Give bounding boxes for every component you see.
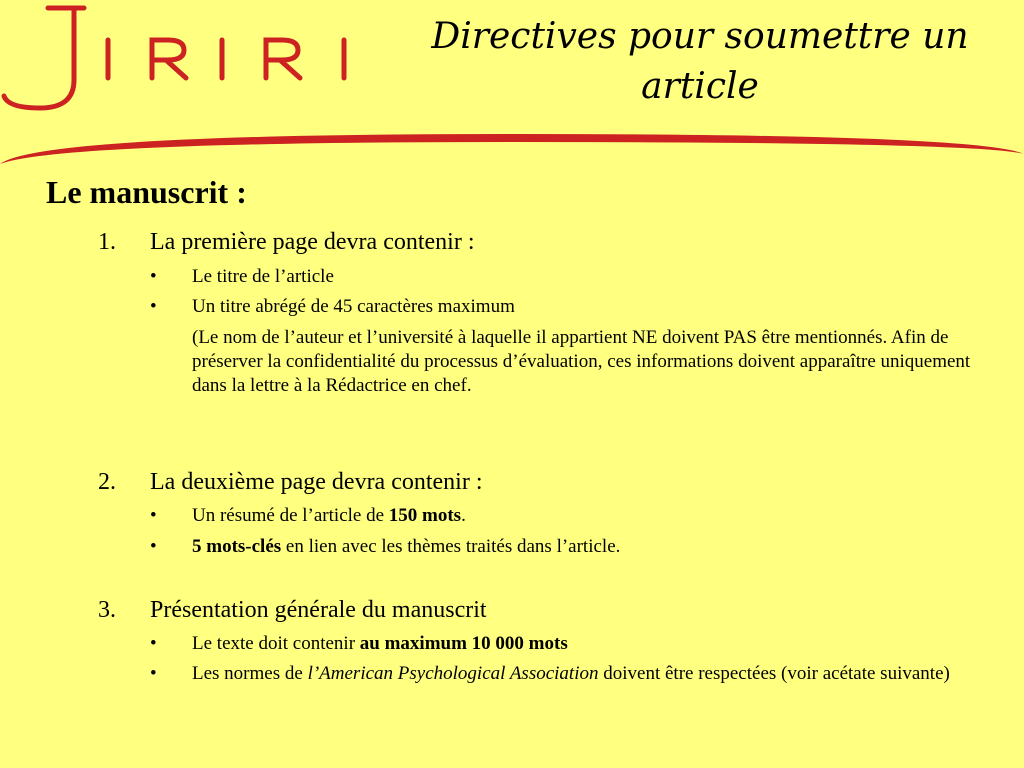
- bullet-icon: •: [150, 536, 157, 557]
- bullet-item: [150, 535, 970, 559]
- bullet-text-end: en lien avec les thèmes traités dans l’article.: [281, 536, 621, 557]
- confidentiality-note: (Le nom de l’auteur et l’université à laquelle il appartient NE doivent PAS être mentionnés. Afin de préserver la confidentialité du processus d’évaluation, ces informations doivent apparaître uniquement dans la lettre à la Rédactrice en chef.: [192, 327, 971, 396]
- item-label: La deuxième page devra contenir: [150, 469, 470, 495]
- jiriri-logo: [0, 0, 360, 115]
- item-label: Présentation générale du manuscrit: [150, 597, 487, 623]
- item-number: 1.: [98, 229, 116, 255]
- slide-title-line-1: Directives pour soumettre un: [431, 16, 969, 57]
- bullet-text: Un titre abrégé de 45 caractères maximum: [192, 296, 515, 317]
- bullet-text: Le titre de l’article: [192, 266, 334, 287]
- bullet-icon: •: [150, 296, 157, 317]
- bullet-icon: •: [150, 266, 157, 287]
- bullet-item: [150, 265, 970, 289]
- bullet-bold-text: 5 mots-clés: [192, 536, 282, 557]
- slide-title: [380, 12, 1020, 112]
- item-colon: :: [475, 469, 483, 495]
- slide-title-line-2: article: [641, 66, 759, 107]
- bullet-bold-text: au maximum 10 000 mots: [359, 633, 568, 654]
- list-item-2: [98, 468, 483, 496]
- bullet-text: Les normes de: [192, 663, 308, 684]
- bullet-icon: •: [150, 663, 157, 684]
- list-item-3: [98, 596, 487, 624]
- item-colon: :: [467, 229, 475, 255]
- red-swoosh-divider: [0, 128, 1024, 168]
- bullet-item: [150, 632, 970, 656]
- bullet-text-end: doivent être respectées (voir acétate suivante): [598, 663, 950, 684]
- bullet-text: Un résumé de l’article de: [192, 505, 389, 526]
- item-label: La première page devra contenir: [150, 229, 462, 255]
- bullet-icon: •: [150, 505, 157, 526]
- bullet-text: Le texte doit contenir: [192, 633, 360, 654]
- bullet-bold-text: 150 mots: [388, 505, 462, 526]
- bullet-item: [150, 662, 970, 686]
- bullet-italic-text: l’American Psychological Association: [307, 663, 599, 684]
- list-item-1: [98, 228, 475, 256]
- item-number: 3.: [98, 597, 116, 623]
- bullet-item: [150, 504, 970, 528]
- bullet-text-end: .: [461, 505, 466, 526]
- bullet-item: [150, 295, 970, 319]
- section-heading: Le manuscrit :: [46, 174, 247, 210]
- bullet-icon: •: [150, 633, 157, 654]
- item-number: 2.: [98, 469, 116, 495]
